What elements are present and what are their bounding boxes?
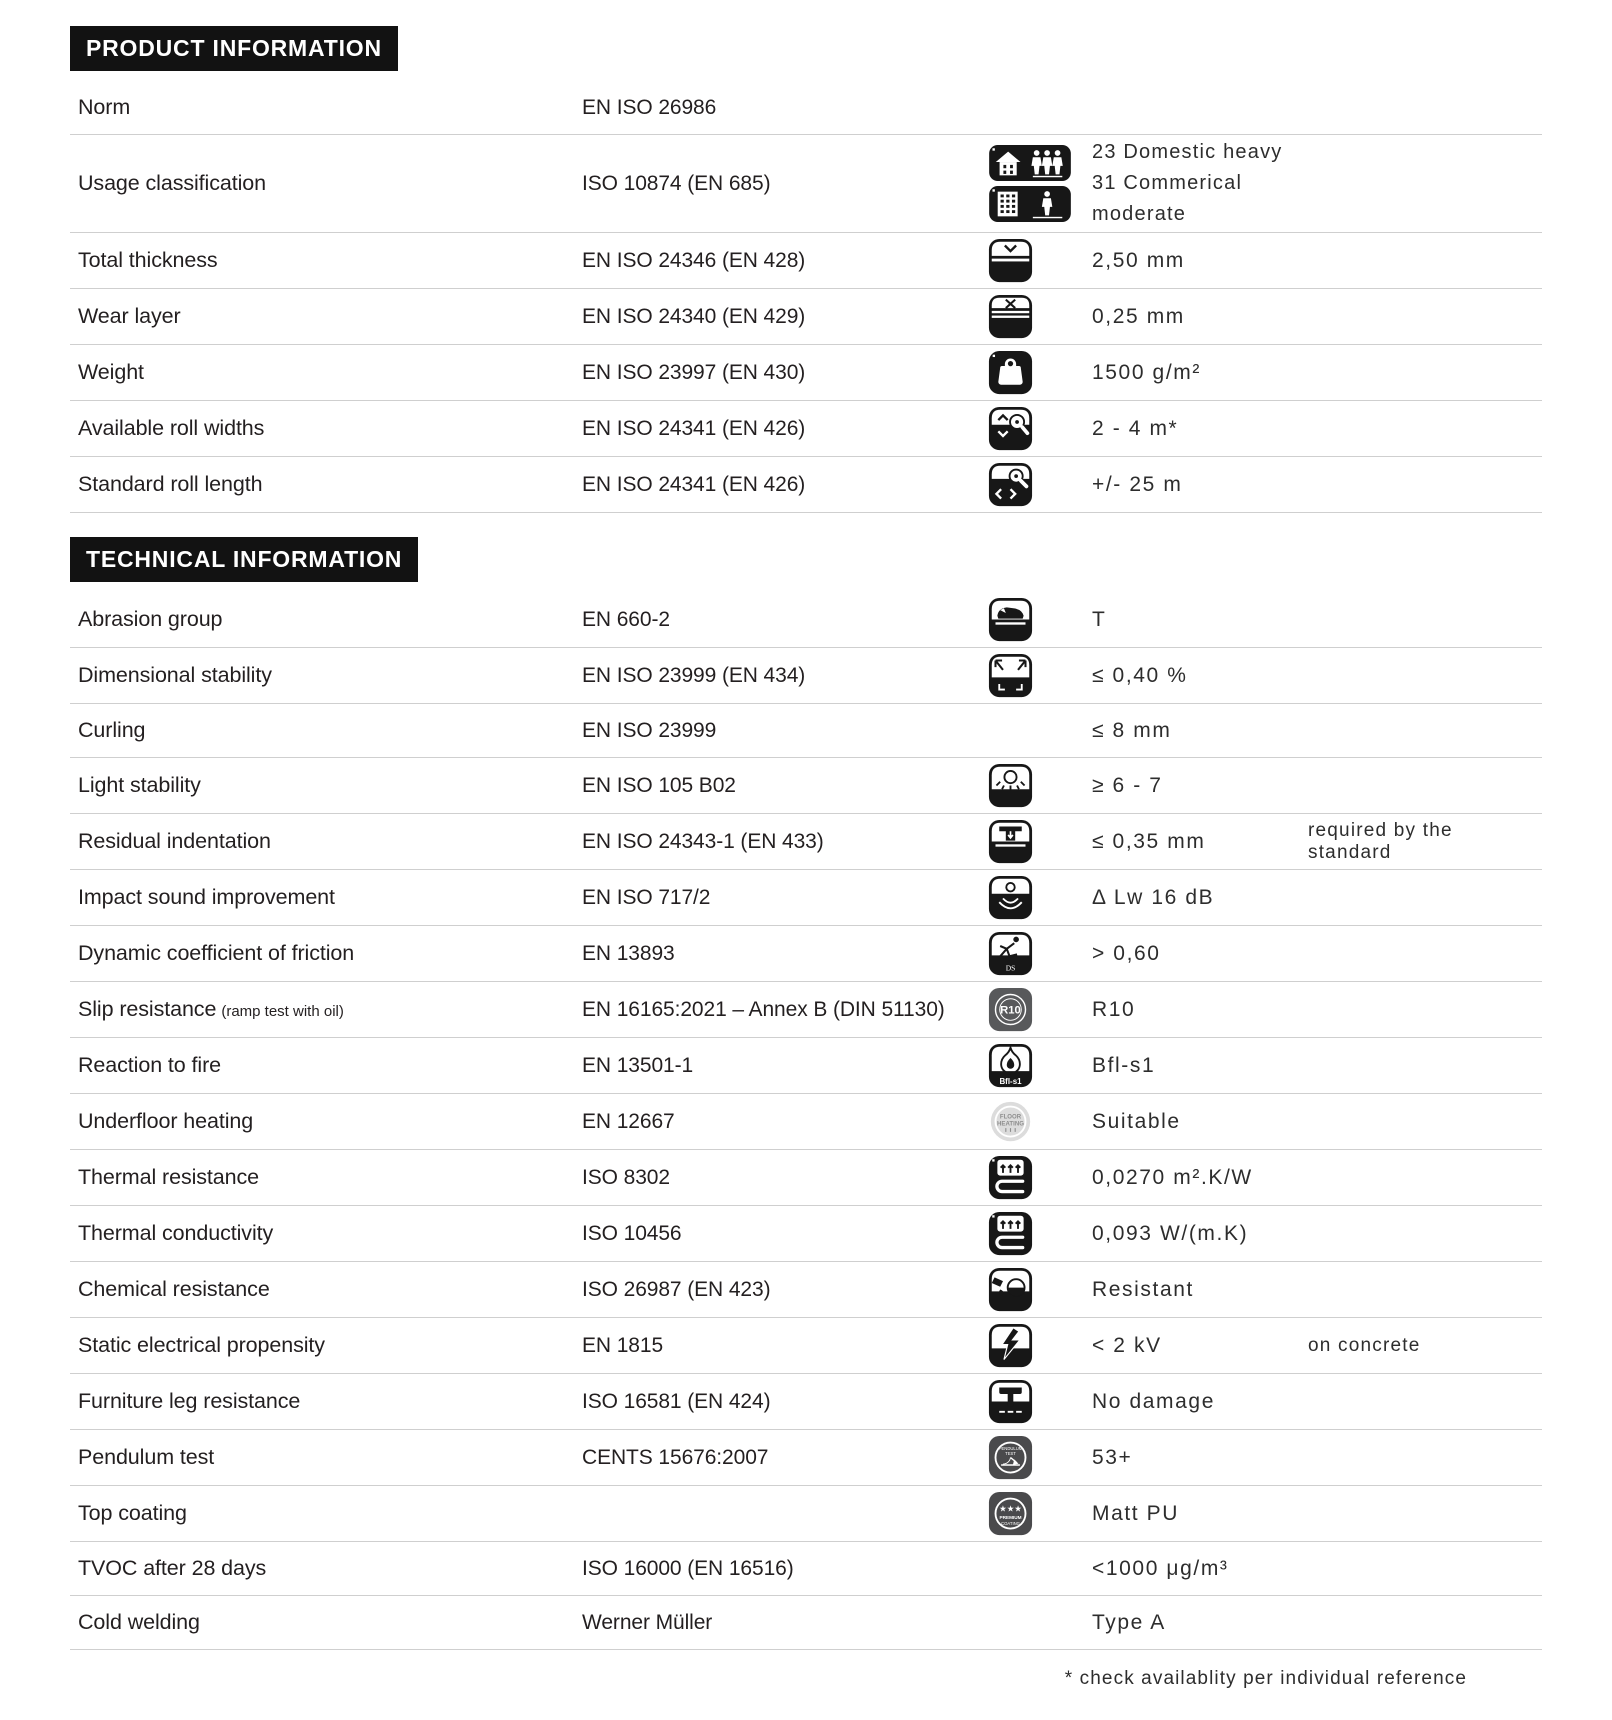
row-value [1092, 137, 1308, 230]
row-label [70, 171, 582, 196]
technical-information-title: TECHNICAL INFORMATION [70, 537, 418, 582]
table-row [70, 648, 1542, 704]
row-icon-cell [980, 1566, 1092, 1572]
table-row [70, 1318, 1542, 1374]
svg-text:COATING: COATING [1001, 1520, 1020, 1526]
row-value-line: 23 Domestic heavy [1092, 141, 1283, 163]
table-row [70, 1486, 1542, 1542]
row-icon-cell [980, 594, 1092, 645]
thermal-icon [988, 1155, 1033, 1200]
row-value [1092, 1278, 1308, 1302]
row-value-line: 1500 g/m² [1092, 360, 1201, 384]
abrasion-icon [988, 597, 1033, 642]
row-value [1092, 1110, 1308, 1134]
table-row [70, 814, 1542, 870]
row-label [70, 472, 582, 497]
row-norm: EN 1815 [582, 1333, 664, 1357]
row-icon-cell [980, 984, 1092, 1035]
availability-footnote: * check availablity per individual reference [1064, 1668, 1467, 1689]
row-norm: ISO 26987 (EN 423) [582, 1277, 771, 1301]
row-icon-cell [980, 1376, 1092, 1427]
row-icon-cell [980, 235, 1092, 286]
row-value [1092, 942, 1308, 966]
row-icon-cell [980, 105, 1092, 111]
row-label-text: Reaction to fire [78, 1053, 222, 1077]
row-value-line: Δ Lw 16 dB [1092, 885, 1215, 909]
row-norm: ISO 10456 [582, 1221, 682, 1245]
row-value [1092, 1502, 1308, 1526]
table-row [70, 704, 1542, 758]
row-norm: EN ISO 23997 (EN 430) [582, 360, 806, 384]
row-label-text: Abrasion group [78, 607, 223, 631]
row-norm: ISO 10874 (EN 685) [582, 171, 771, 195]
row-icon-cell [980, 1152, 1092, 1203]
row-norm: EN ISO 24343-1 (EN 433) [582, 829, 824, 853]
product-information-section [70, 26, 1542, 513]
row-label [70, 773, 582, 798]
r10-icon [988, 987, 1033, 1032]
table-row [70, 1374, 1542, 1430]
row-label-text: Dimensional stability [78, 663, 272, 687]
table-row [70, 1038, 1542, 1094]
row-icon-cell [980, 816, 1092, 867]
row-norm: ISO 8302 [582, 1165, 670, 1189]
row-value-line: 53+ [1092, 1445, 1133, 1469]
row-label-text: Curling [78, 718, 146, 742]
row-label-text: Thermal resistance [78, 1165, 260, 1189]
row-value [1092, 608, 1308, 632]
row-norm: EN ISO 23999 [582, 718, 717, 742]
row-value-line: Matt PU [1092, 1501, 1180, 1525]
table-row [70, 1542, 1542, 1596]
row-norm: EN 12667 [582, 1109, 675, 1133]
slip-person-icon [988, 931, 1033, 976]
residual-indentation-icon [988, 819, 1033, 864]
row-icon-cell [980, 291, 1092, 342]
row-label-text: Dynamic coefficient of friction [78, 941, 355, 965]
row-value-line: R10 [1092, 997, 1136, 1021]
premium-coating-icon [988, 1491, 1033, 1536]
row-norm: EN ISO 105 B02 [582, 773, 736, 797]
row-label-text: Cold welding [78, 1610, 200, 1634]
roll-length-icon [988, 462, 1033, 507]
row-value [1092, 1222, 1308, 1246]
row-label-text: TVOC after 28 days [78, 1556, 267, 1580]
table-row [70, 758, 1542, 814]
row-norm: ISO 16000 (EN 16516) [582, 1556, 794, 1580]
row-value [1092, 719, 1308, 743]
chemical-icon [988, 1267, 1033, 1312]
table-row [70, 233, 1542, 289]
row-norm: EN ISO 24341 (EN 426) [582, 472, 806, 496]
row-label-text: Static electrical propensity [78, 1333, 325, 1357]
row-label [70, 360, 582, 385]
row-value-line: +/- 25 m [1092, 472, 1183, 496]
row-sublabel: (ramp test with oil) [221, 1003, 344, 1020]
row-value [1092, 1446, 1308, 1470]
weight-icon [988, 350, 1033, 395]
row-norm: EN 16165:2021 – Annex B (DIN 51130) [582, 997, 945, 1021]
row-label [70, 941, 582, 966]
row-note: required by the standard [1308, 819, 1453, 863]
row-icon-cell [980, 459, 1092, 510]
row-icon-cell [980, 872, 1092, 923]
row-icon-cell [980, 141, 1092, 226]
technical-information-section [70, 537, 1542, 1650]
row-value-line: < 2 kV [1092, 1333, 1162, 1357]
technical-information-table [70, 592, 1542, 1650]
pendulum-test-icon [988, 1435, 1033, 1480]
row-label-text: Furniture leg resistance [78, 1389, 301, 1413]
table-row [70, 289, 1542, 345]
row-label-text: Pendulum test [78, 1445, 215, 1469]
svg-text:PENDULUM: PENDULUM [998, 1446, 1023, 1451]
svg-text:Bfl-s1: Bfl-s1 [999, 1076, 1022, 1086]
row-icon-cell [980, 760, 1092, 811]
table-row [70, 135, 1542, 233]
row-label [70, 1333, 582, 1358]
row-label-text: Impact sound improvement [78, 885, 335, 909]
row-label [70, 1610, 582, 1635]
row-value-line: Type A [1092, 1610, 1166, 1634]
row-norm: EN 13893 [582, 941, 675, 965]
row-value [1092, 361, 1308, 385]
row-label-text: Residual indentation [78, 829, 271, 853]
row-label-text: Chemical resistance [78, 1277, 270, 1301]
row-value-line: 31 Commerical moderate [1092, 172, 1243, 225]
row-label [70, 607, 582, 632]
row-value-line: 2,50 mm [1092, 248, 1185, 272]
svg-text:PREMIUM: PREMIUM [999, 1515, 1022, 1521]
row-norm: EN ISO 24346 (EN 428) [582, 248, 806, 272]
row-value-line: ≤ 0,40 % [1092, 663, 1188, 687]
total-thickness-icon [988, 238, 1033, 283]
svg-text:HEATING: HEATING [997, 1120, 1024, 1128]
row-value-line: ≤ 0,35 mm [1092, 829, 1206, 853]
row-value-line: <1000 μg/m³ [1092, 1556, 1229, 1580]
row-icon-cell [980, 1432, 1092, 1483]
usage-commercial-icon [988, 185, 1072, 223]
table-row [70, 1094, 1542, 1150]
table-row [70, 982, 1542, 1038]
row-label-text: Underfloor heating [78, 1109, 254, 1133]
row-value [1092, 830, 1308, 854]
row-icon-cell [980, 1264, 1092, 1315]
floor-heating-icon [988, 1099, 1033, 1144]
row-value-line: 0,093 W/(m.K) [1092, 1221, 1249, 1245]
row-label-text: Usage classification [78, 171, 267, 195]
row-label [70, 1221, 582, 1246]
row-value [1092, 1166, 1308, 1190]
row-value-line: No damage [1092, 1389, 1215, 1413]
row-value [1092, 774, 1308, 798]
impact-sound-icon [988, 875, 1033, 920]
table-row [70, 1206, 1542, 1262]
row-icon-cell [980, 728, 1092, 734]
row-label [70, 663, 582, 688]
row-label [70, 885, 582, 910]
row-norm: EN ISO 24341 (EN 426) [582, 416, 806, 440]
row-value-line: 2 - 4 m* [1092, 416, 1179, 440]
row-value [1092, 1334, 1308, 1358]
table-row [70, 401, 1542, 457]
table-row [70, 81, 1542, 135]
row-value-line: Bfl-s1 [1092, 1053, 1156, 1077]
table-row [70, 345, 1542, 401]
row-icon-cell [980, 1208, 1092, 1259]
row-label [70, 829, 582, 854]
row-norm: EN 660-2 [582, 607, 670, 631]
row-label [70, 1501, 582, 1526]
table-row [70, 870, 1542, 926]
table-row [70, 592, 1542, 648]
row-value-line: ≤ 8 mm [1092, 718, 1172, 742]
row-value [1092, 249, 1308, 273]
light-stability-icon [988, 763, 1033, 808]
svg-text:DS: DS [1005, 963, 1016, 973]
row-value-line: Resistant [1092, 1277, 1194, 1301]
row-label [70, 1165, 582, 1190]
row-icon-cell [980, 1488, 1092, 1539]
row-value-line: ≥ 6 - 7 [1092, 773, 1163, 797]
row-label [70, 1389, 582, 1414]
row-label [70, 1109, 582, 1134]
fire-icon [988, 1043, 1033, 1088]
svg-text:TEST: TEST [1005, 1451, 1016, 1457]
svg-text:FLOOR: FLOOR [999, 1113, 1022, 1121]
row-value [1092, 1557, 1308, 1581]
row-label [70, 1053, 582, 1078]
table-row [70, 457, 1542, 513]
row-label [70, 1445, 582, 1470]
table-row [70, 926, 1542, 982]
table-row [70, 1262, 1542, 1318]
row-icon-cell [980, 347, 1092, 398]
row-norm: ISO 16581 (EN 424) [582, 1389, 771, 1413]
svg-text:★★★: ★★★ [999, 1503, 1022, 1514]
furniture-leg-icon [988, 1379, 1033, 1424]
row-label-text: Available roll widths [78, 416, 265, 440]
static-electricity-icon [988, 1323, 1033, 1368]
product-information-title: PRODUCT INFORMATION [70, 26, 398, 71]
row-label-text: Wear layer [78, 304, 181, 328]
row-label [70, 416, 582, 441]
row-label-text: Weight [78, 360, 144, 384]
row-icon-cell [980, 928, 1092, 979]
dimensional-stability-icon [988, 653, 1033, 698]
svg-text:R10: R10 [1000, 1004, 1021, 1017]
row-label-text: Slip resistance [78, 997, 217, 1021]
row-label-text: Total thickness [78, 248, 218, 272]
row-icon-cell [980, 1096, 1092, 1147]
row-icon-cell [980, 403, 1092, 454]
row-label [70, 248, 582, 273]
wear-layer-icon [988, 294, 1033, 339]
row-norm: EN ISO 717/2 [582, 885, 711, 909]
row-label [70, 304, 582, 329]
row-norm: EN ISO 23999 (EN 434) [582, 663, 806, 687]
row-value [1092, 664, 1308, 688]
row-value [1092, 1390, 1308, 1414]
row-value-line: 0,0270 m².K/W [1092, 1165, 1253, 1189]
usage-domestic-icon [988, 144, 1072, 182]
row-label-text: Standard roll length [78, 472, 263, 496]
roll-width-icon [988, 406, 1033, 451]
row-value-line: 0,25 mm [1092, 304, 1185, 328]
row-value-line: Suitable [1092, 1109, 1181, 1133]
row-norm: EN ISO 24340 (EN 429) [582, 304, 806, 328]
row-value [1092, 305, 1308, 329]
row-value [1092, 1611, 1308, 1635]
row-value [1092, 886, 1308, 910]
row-icon-cell [980, 650, 1092, 701]
table-row [70, 1430, 1542, 1486]
row-value [1092, 417, 1308, 441]
row-label [70, 1556, 582, 1581]
row-label [70, 1277, 582, 1302]
product-information-table [70, 81, 1542, 513]
row-label [70, 997, 582, 1022]
row-value-line: > 0,60 [1092, 941, 1161, 965]
table-row [70, 1150, 1542, 1206]
row-value [1092, 1054, 1308, 1078]
row-label [70, 95, 582, 120]
row-icon-cell [980, 1040, 1092, 1091]
row-label-text: Thermal conductivity [78, 1221, 274, 1245]
row-label-text: Light stability [78, 773, 201, 797]
row-label-text: Norm [78, 95, 131, 119]
table-row [70, 1596, 1542, 1650]
row-value [1092, 998, 1308, 1022]
row-icon-cell [980, 1320, 1092, 1371]
row-label [70, 718, 582, 743]
row-norm: EN 13501-1 [582, 1053, 694, 1077]
row-icon-cell [980, 1620, 1092, 1626]
row-value [1092, 473, 1308, 497]
row-norm: Werner Müller [582, 1610, 713, 1634]
row-norm: CENTS 15676:2007 [582, 1445, 769, 1469]
row-label-text: Top coating [78, 1501, 187, 1525]
row-value-line: T [1092, 607, 1107, 631]
row-norm: EN ISO 26986 [582, 95, 717, 119]
row-note: on concrete [1308, 1334, 1421, 1356]
thermal-icon [988, 1211, 1033, 1256]
